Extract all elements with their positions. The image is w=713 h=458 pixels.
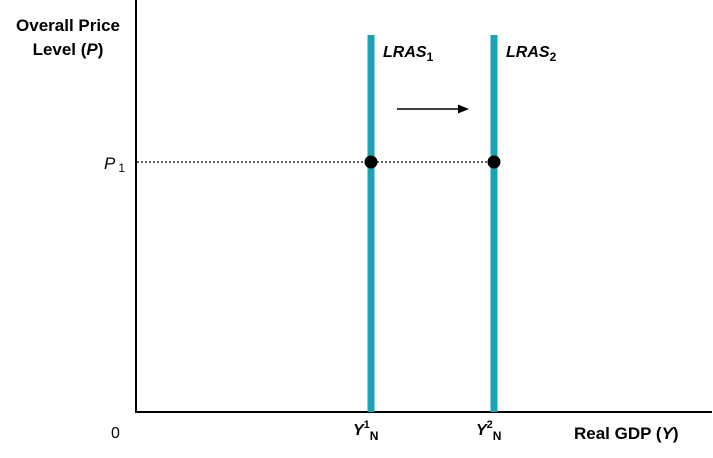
yn1-label: $Y^1_N$ bbox=[353, 419, 379, 443]
y-axis-label bbox=[0, 14, 136, 62]
lras2-point bbox=[488, 156, 501, 169]
origin-label: 0 bbox=[111, 425, 120, 442]
y-axis-label-line2: Level (P) bbox=[32, 40, 104, 59]
x-axis-label: Real GDP (Y) bbox=[574, 424, 679, 443]
yn2-label: $Y^2_N$ bbox=[476, 419, 502, 443]
y-axis-label-line1: Overall Price bbox=[16, 16, 120, 35]
price-level-label: P $_1$ bbox=[104, 154, 126, 175]
lras1-point bbox=[365, 156, 378, 169]
lras2-label: $LRAS_2$ bbox=[506, 44, 557, 64]
lras1-label: $LRAS_1$ bbox=[383, 44, 434, 64]
shift-arrow bbox=[397, 105, 469, 114]
